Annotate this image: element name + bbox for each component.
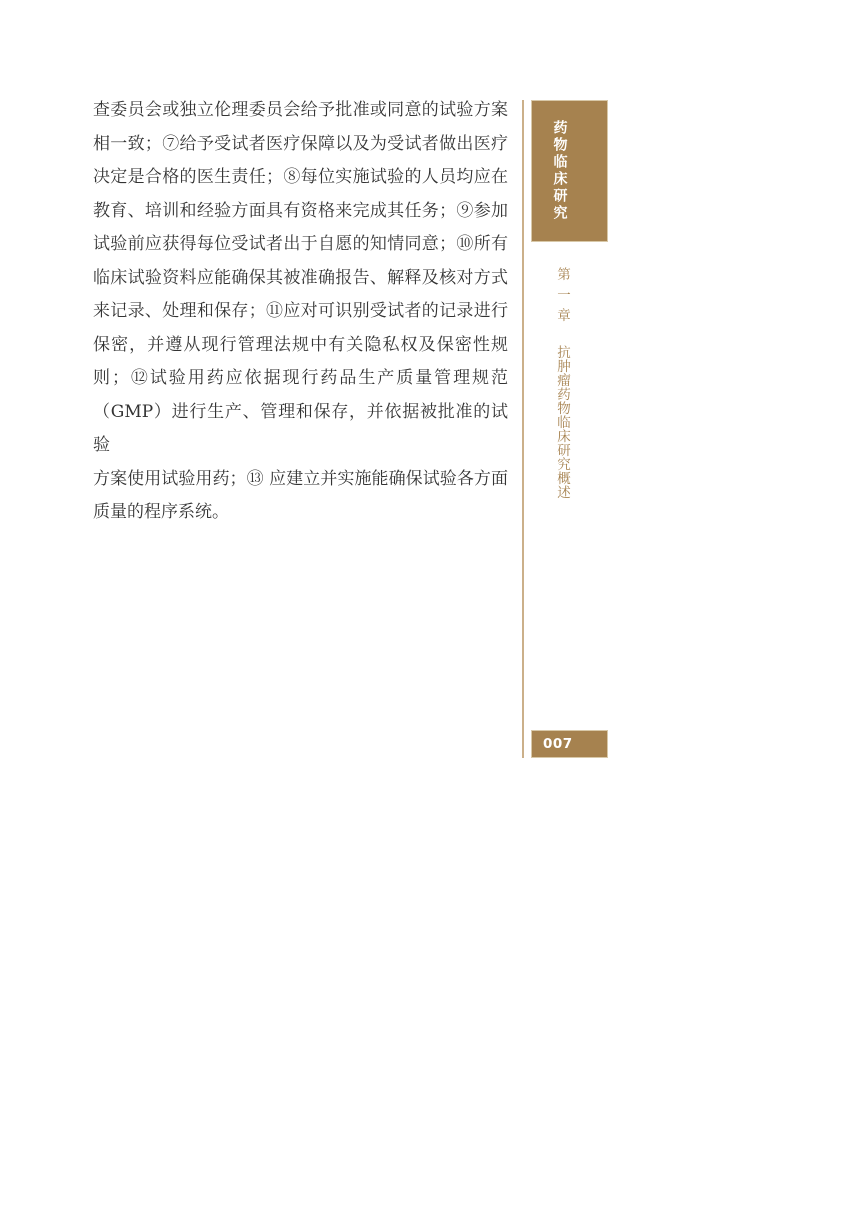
page-number: 007 (543, 736, 573, 752)
body-text-line: 相一致；⑦给予受试者医疗保障以及为受试者做出医疗 (93, 133, 508, 154)
chapter-label: 第一章 (554, 267, 570, 329)
body-text-line: 方案使用试验用药；⑬ 应建立并实施能确保试验各方面 (93, 468, 508, 489)
body-text (93, 94, 508, 530)
body-text-line: 临床试验资料应能确保其被准确报告、解释及核对方式 (93, 267, 508, 288)
book-title: 药物临床研究 (551, 120, 568, 222)
body-text-line: 保密，并遵从现行管理法规中有关隐私权及保密性规 (93, 334, 508, 355)
body-text-line: （GMP）进行生产、管理和保存，并依据被批准的试验 (93, 401, 508, 455)
body-text-line: 来记录、处理和保存；⑪应对可识别受试者的记录进行 (93, 301, 508, 321)
body-text-line: 试验前应获得每位受试者出于自愿的知情同意；⑩所有 (93, 234, 508, 254)
body-text-line: 教育、培训和经验方面具有资格来完成其任务；⑨参加 (93, 200, 508, 221)
chapter-heading (553, 267, 570, 499)
body-text-line: 查委员会或独立伦理委员会给予批准或同意的试验方案 (93, 100, 508, 120)
chapter-title: 抗肿瘤药物临床研究概述 (554, 344, 570, 499)
body-text-line: 决定是合格的医生责任；⑧每位实施试验的人员均应在 (93, 167, 508, 187)
body-text-line: 质量的程序系统。 (93, 502, 229, 522)
body-text-line: 则；⑫试验用药应依据现行药品生产质量管理规范 (93, 368, 508, 388)
book-title-banner (531, 100, 608, 242)
sidebar-divider-line (522, 100, 524, 758)
page-number-badge (531, 730, 608, 758)
